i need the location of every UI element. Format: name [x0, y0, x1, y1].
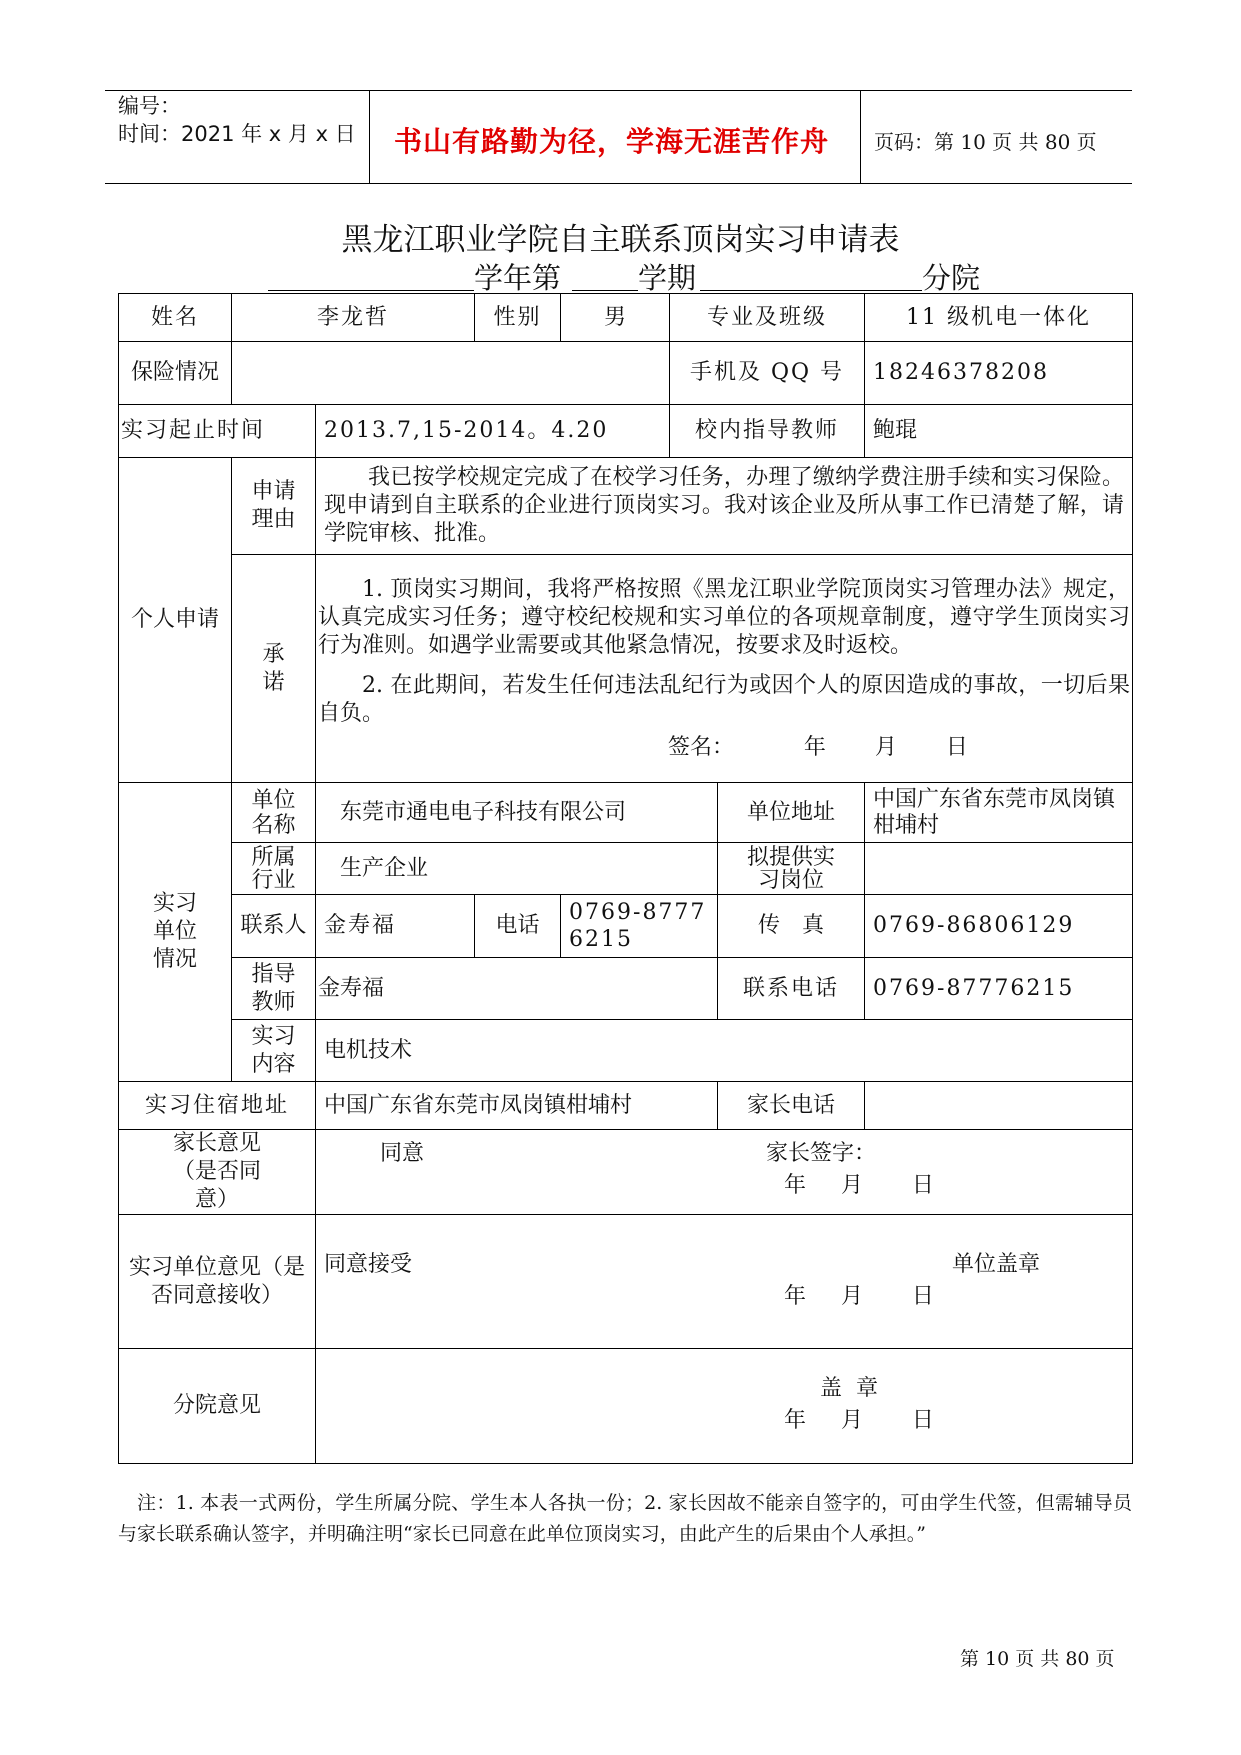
- header-motto: 书山有路勤为径，学海无涯苦作舟: [394, 125, 830, 158]
- college-opinion-label: 分院意见: [119, 1349, 316, 1464]
- unit-seal-label: 单位盖章: [952, 1252, 1041, 1277]
- guide-tel-value: 0769-87776215: [865, 958, 1133, 1020]
- parent-opinion-label: 家长意见（是否同意）: [119, 1130, 316, 1215]
- guide-tel-label: 联系电话: [718, 958, 865, 1020]
- college-seal-label: 盖 章: [820, 1376, 878, 1401]
- parent-tel-label: 家长电话: [718, 1082, 865, 1130]
- unit-address-label: 单位地址: [718, 783, 865, 843]
- subtitle-term: 学期: [638, 261, 697, 295]
- gender-value: 男: [561, 294, 670, 342]
- personal-application-label: 个人申请: [119, 458, 232, 783]
- unit-section-label: 实习单位情况: [119, 783, 232, 1082]
- college-blank: [700, 290, 922, 291]
- post-value: [865, 843, 1133, 895]
- name-value: 李龙哲: [232, 294, 475, 342]
- tel-value: 0769-87776215: [561, 895, 718, 958]
- lodging-label: 实习住宿地址: [119, 1082, 316, 1130]
- post-label: 拟提供实习岗位: [718, 843, 865, 895]
- page-footer: 第 10 页 共 80 页: [960, 1648, 1115, 1670]
- insurance-label: 保险情况: [119, 342, 232, 405]
- period-value: 2013.7,15-2014。4.20: [316, 405, 670, 458]
- unit-address-value: 中国广东省东莞市凤岗镇柑埔村: [865, 783, 1133, 843]
- teacher-label: 校内指导教师: [670, 405, 865, 458]
- unit-name-label: 单位名称: [232, 783, 316, 843]
- content-value: 电机技术: [316, 1020, 1133, 1082]
- year-blank: [268, 290, 474, 291]
- industry-value: 生产企业: [316, 843, 718, 895]
- content-label: 实习内容: [232, 1020, 316, 1082]
- unit-opinion-value: 同意接受: [324, 1252, 413, 1277]
- fax-label: 传 真: [718, 895, 865, 958]
- lodging-value: 中国广东省东莞市凤岗镇柑埔村: [316, 1082, 718, 1130]
- term-blank: [572, 290, 638, 291]
- promise-clause-1: 1. 顶岗实习期间，我将严格按照《黑龙江职业学院顶岗实习管理办法》规定，认真完成实习任务；遵守校纪校规和实习单位的各项规章制度，遵守学生顶岗实习行为准则。如遇学业需要或其他紧急情况，按要求及时返校。: [318, 576, 1131, 658]
- application-form: [118, 293, 1133, 1464]
- major-value: 11 级机电一体化: [865, 294, 1133, 342]
- form-note: 注：1. 本表一式两份，学生所属分院、学生本人各执一份；2. 家长因故不能亲自签字的，可由学生代签，但需辅导员与家长联系确认签字，并明确注明“家长已同意在此单位顶岗实习，由此产生的后果由个人承担。”: [118, 1492, 1132, 1545]
- header-bottom-rule: [105, 183, 1132, 184]
- header-divider-left: [369, 90, 370, 183]
- major-label: 专业及班级: [670, 294, 865, 342]
- name-label: 姓名: [119, 294, 232, 342]
- phone-label: 手机及 QQ 号: [670, 342, 865, 405]
- header-time: 时间：2021 年 x 月 x 日: [118, 122, 356, 146]
- parent-tel-value: [865, 1082, 1133, 1130]
- industry-label: 所属行业: [232, 843, 316, 895]
- header-top-rule: [105, 90, 1132, 91]
- reason-text: 我已按学校规定完成了在校学习任务，办理了缴纳学费注册手续和实习保险。现申请到自主联系的企业进行顶岗实习。我对该企业及所从事工作已清楚了解，请学院审核、批准。: [316, 458, 1133, 555]
- subtitle-year: 学年第: [474, 261, 562, 295]
- reason-label: 申请理由: [232, 458, 316, 555]
- header-number: 编号：: [118, 94, 181, 118]
- subtitle-college: 分院: [922, 261, 981, 295]
- promise-label: 承诺: [232, 555, 316, 783]
- parent-signature-label: 家长签字：: [766, 1141, 877, 1166]
- contact-label: 联系人: [232, 895, 316, 958]
- gender-label: 性别: [475, 294, 561, 342]
- unit-opinion-label: 实习单位意见（是否同意接收）: [119, 1215, 316, 1349]
- page-title: 黑龙江职业学院自主联系顶岗实习申请表: [341, 222, 900, 258]
- guide-teacher-value: 金寿福: [316, 958, 718, 1020]
- unit-name-value: 东莞市通电电子科技有限公司: [316, 783, 718, 843]
- promise-clause-2: 2. 在此期间，若发生任何违法乱纪行为或因个人的原因造成的事故，一切后果自负。: [318, 672, 1131, 726]
- teacher-value: 鲍琨: [865, 405, 1133, 458]
- unit-opinion-date: 年 月 日: [784, 1284, 934, 1309]
- parent-opinion-value: 同意: [380, 1141, 425, 1166]
- applicant-signature-line: 签名： 年 月 日: [668, 734, 968, 760]
- parent-date: 年 月 日: [784, 1173, 934, 1198]
- period-label: 实习起止时间: [119, 405, 316, 458]
- tel-label: 电话: [475, 895, 561, 958]
- college-opinion-date: 年 月 日: [784, 1408, 934, 1433]
- fax-value: 0769-86806129: [865, 895, 1133, 958]
- contact-value: 金寿福: [316, 895, 475, 958]
- insurance-value: [232, 342, 670, 405]
- guide-teacher-label: 指导教师: [232, 958, 316, 1020]
- phone-value: 18246378208: [865, 342, 1133, 405]
- header-divider-right: [860, 90, 861, 183]
- header-page-number: 页码：第 10 页 共 80 页: [874, 130, 1097, 154]
